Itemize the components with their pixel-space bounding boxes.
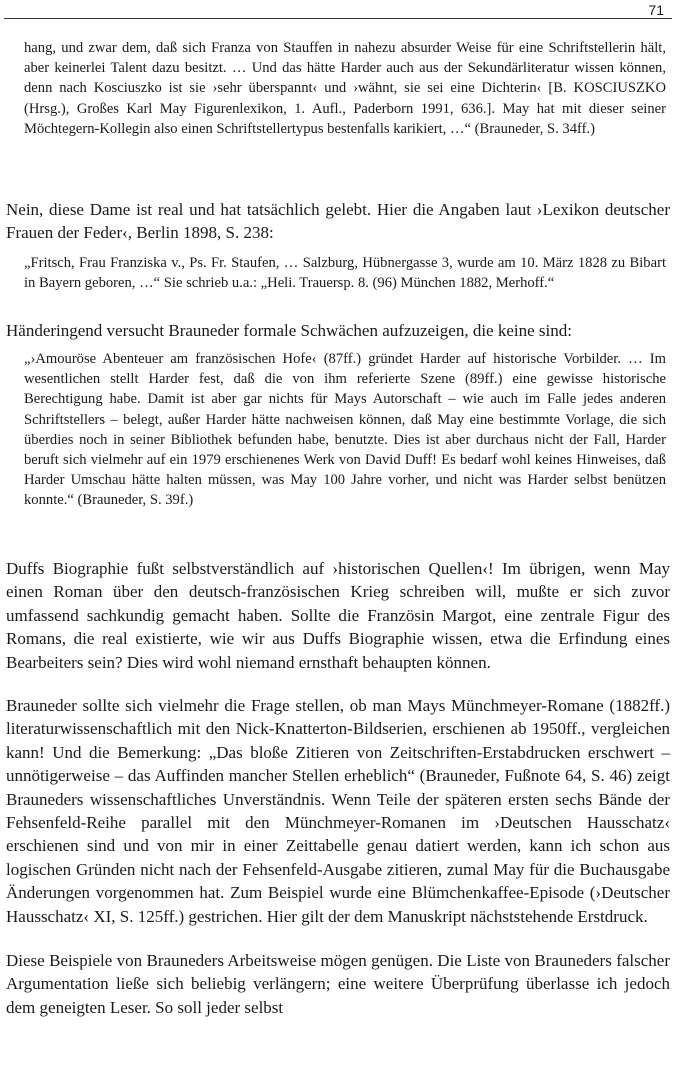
page-number: 71 xyxy=(648,2,664,18)
body-paragraph-2: Händeringend versucht Brauneder formale Schwächen aufzuzeigen, die keine sind: xyxy=(6,321,572,340)
body-paragraph-1: Nein, diese Dame ist real und hat tatsächlich gelebt. Hier die Angaben laut ›Lexikon deutscher Frauen der Feder‹, Berlin 1898, S. 238: xyxy=(6,200,670,243)
block-quote-1: hang, und zwar dem, daß sich Franza von Stauffen in nahezu absurder Weise für eine Schriftstellerin hält, aber keinerlei Talent dazu besitzt. … Und das hätte Harder auch aus der Sekundärliteratur wissen können, denn nach Kosciuszko ist sie ›sehr überspannt‹ und ›wähnt, sie sei eine Dichterin‹ [B. KOSCIUSZKO (Hrsg.), Großes Karl May Figurenlexikon, 1. Aufl., Paderborn 1991, 636.]. May hat mit dieser seiner Möchtegern-Kollegin also einen Schriftstellertypus bestenfalls karikiert, …“ (Brauneder, S. 34ff.) xyxy=(24,40,666,137)
block-quote-3: „›Amouröse Abenteuer am französischen Hofe‹ (87ff.) gründet Harder auf historische Vorbilder. … Im wesentlichen stellt Harder fest, daß die von ihm referierte Szene (89ff.) eine gewisse historische Berechtigung habe. Damit ist aber gar nichts für Mays Autorschaft – wie auch im Falle jedes anderen Schriftstellers – belegt, außer Harder hätte nachweisen können, daß May eine bestimmte Vorlage, die sich überdies noch in seiner Bibliothek befunden habe, benutzte. Dies ist aber durchaus nicht der Fall, Harder beruft sich vielmehr auf ein 1979 erschienenes Werk von David Duff! Es bedarf wohl keines Hinweises, daß Harder Umschau hätte halten müssen, was May 100 Jahre vorher, und nicht was Harder selbst benützen konnte.“ (Brauneder, S. 39f.) xyxy=(24,351,666,509)
page-content xyxy=(6,38,670,1029)
block-quote-2: „Fritsch, Frau Franziska v., Ps. Fr. Staufen, … Salzburg, Hübnergasse 3, wurde am 10. März 1828 zu Bibart in Bayern geboren, …“ Sie schrieb u.a.: „Heli. Trauersp. 8. (96) München 1882, Merhoff.“ xyxy=(24,255,666,292)
body-paragraph-4: Brauneder sollte sich vielmehr die Frage stellen, ob man Mays Münchmeyer-Romane (1882ff.) literaturwissenschaftlich mit den Nick-Knatterton-Bildserien, erschienen ab 1950ff., vergleichen kann! Und die Bemerkung: „Das bloße Zitieren von Zeitschriften-Erstabdrucken erschwert – unnötigerweise – das Auffinden mancher Stellen erheblich“ (Brauneder, Fußnote 64, S. 46) zeigt Brauneders wissenschaftliches Unverständnis. Wenn Teile der späteren ersten sechs Bände der Fehsenfeld-Reihe parallel mit den Münchmeyer-Romanen im ›Deutschen Hausschatz‹ erschienen sind und von mir in einer Zeittabelle genau datiert werden, kann ich schon aus logischen Gründen nicht nach der Fehsenfeld-Ausgabe zitieren, zumal May für die Buchausgabe Änderungen vorgenommen hat. Zum Beispiel wurde eine Blümchenkaffee-Episode (›Deutscher Hausschatz‹ XI, S. 125ff.) gestrichen. Hier gilt der dem Manuskript nächststehende Erstdruck. xyxy=(6,696,670,926)
body-paragraph-3: Duffs Biographie fußt selbstverständlich auf ›historischen Quellen‹! Im übrigen, wenn May einen Roman über den deutsch-französischen Krieg schreiben will, mußte er sich zuvor umfassend sachkundig gemacht haben. Sollte die Französin Margot, eine zentrale Figur des Romans, die real existierte, wie wir aus Duffs Biographie wissen, etwa die Erfindung eines Bearbeiters sein? Dies wird wohl niemand ernsthaft behaupten können. xyxy=(6,559,670,672)
body-paragraph-5: Diese Beispiele von Brauneders Arbeitsweise mögen genügen. Die Liste von Brauneders falscher Argumentation ließe sich beliebig verlängern; eine weitere Überprüfung überlasse ich jedoch dem geneigten Leser. So soll jeder selbst xyxy=(6,951,670,1017)
header-rule xyxy=(4,18,672,19)
